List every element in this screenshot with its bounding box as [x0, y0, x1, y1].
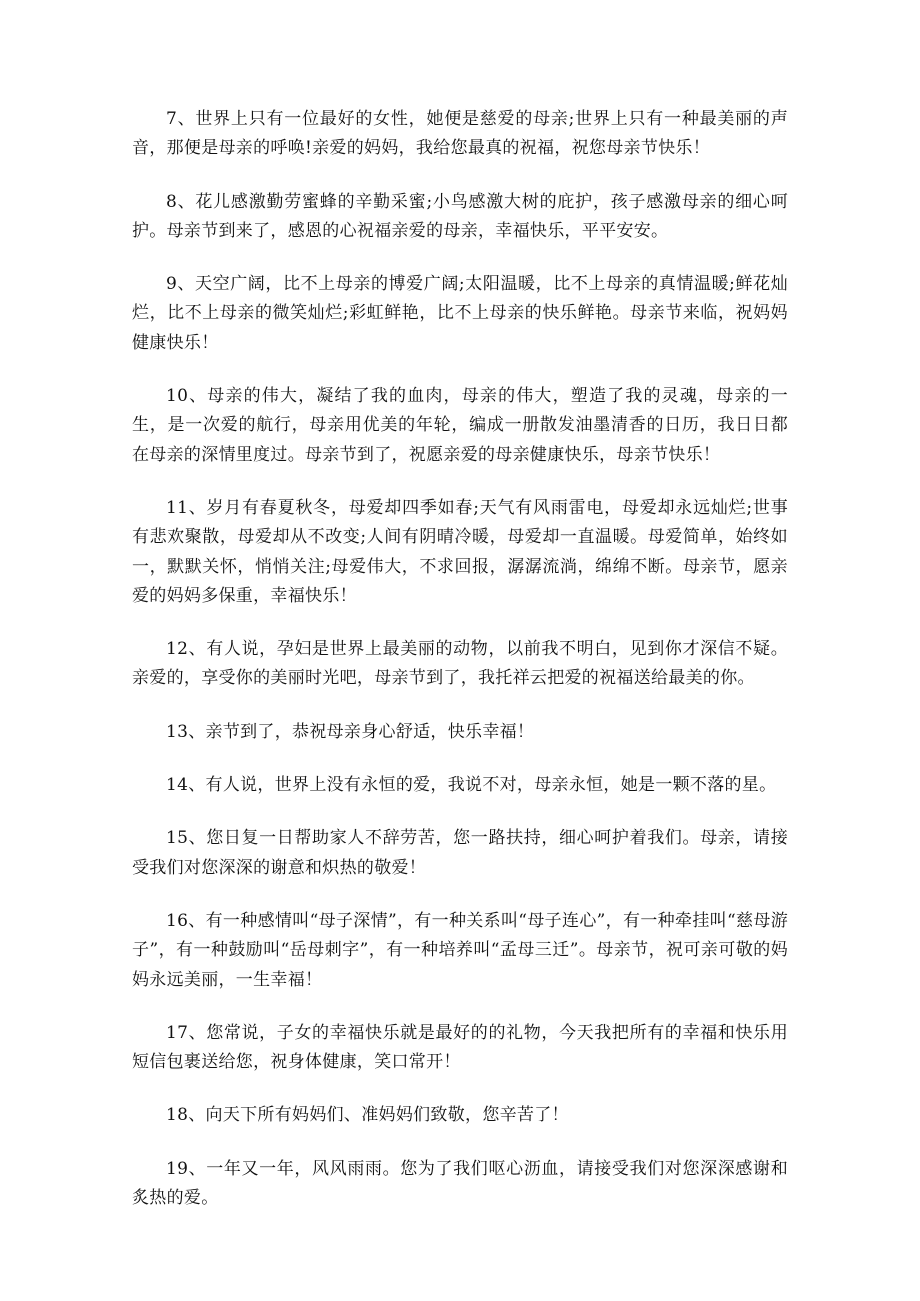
paragraph-16: 16、有一种感情叫“母子深情”，有一种关系叫“母子连心”，有一种牵挂叫“慈母游子”，有一种鼓励叫“岳母刺字”，有一种培养叫“孟母三迁”。母亲节，祝可亲可敬的妈妈永远美丽，一生幸福！	[132, 910, 788, 990]
paragraph-19: 19、一年又一年，风风雨雨。您为了我们呕心沥血，请接受我们对您深深感谢和炙热的爱。	[132, 1158, 788, 1209]
paragraph-7: 7、世界上只有一位最好的女性，她便是慈爱的母亲;世界上只有一种最美丽的声音，那便是母亲的呼唤!亲爱的妈妈，我给您最真的祝福，祝您母亲节快乐！	[132, 109, 788, 159]
paragraph-15: 15、您日复一日帮助家人不辞劳苦，您一路扶持，细心呵护着我们。母亲，请接受我们对您深深的谢意和炽热的敬爱！	[132, 828, 788, 878]
paragraph-10: 10、母亲的伟大，凝结了我的血肉，母亲的伟大，塑造了我的灵魂，母亲的一生，是一次爱的航行，母亲用优美的年轮，编成一册散发油墨清香的日历，我日日都在母亲的深情里度过。母亲节到了，祝愿亲爱的母亲健康快乐，母亲节快乐！	[132, 386, 788, 465]
paragraph-8: 8、花儿感激勤劳蜜蜂的辛勤采蜜;小鸟感激大树的庇护，孩子感激母亲的细心呵护。母亲节到来了，感恩的心祝福亲爱的母亲，幸福快乐，平平安安。	[132, 191, 788, 241]
paragraph-17: 17、您常说，子女的幸福快乐就是最好的的礼物，今天我把所有的幸福和快乐用短信包裹送给您，祝身体健康，笑口常开！	[132, 1022, 788, 1073]
paragraph-11: 11、岁月有春夏秋冬，母爱却四季如春;天气有风雨雷电，母爱却永远灿烂;世事有悲欢聚散，母爱却从不改变;人间有阴晴冷暖，母爱却一直温暖。母爱简单，始终如一，默默关怀，悄悄关注;母爱伟大，不求回报，潺潺流淌，绵绵不断。母亲节，愿亲爱的妈妈多保重，幸福快乐！	[132, 497, 788, 606]
paragraph-14: 14、有人说，世界上没有永恒的爱，我说不对，母亲永恒，她是一颗不落的星。	[166, 775, 777, 796]
paragraph-12: 12、有人说，孕妇是世界上最美丽的动物，以前我不明白，见到你才深信不疑。亲爱的，享受你的美丽时光吧，母亲节到了，我托祥云把爱的祝福送给最美的你。	[132, 639, 788, 689]
paragraph-18: 18、向天下所有妈妈们、准妈妈们致敬，您辛苦了！	[166, 1105, 569, 1126]
paragraph-13: 13、亲节到了，恭祝母亲身心舒适，快乐幸福！	[166, 721, 535, 742]
document-body	[132, 105, 788, 1237]
paragraph-9: 9、天空广阔，比不上母亲的博爱广阔;太阳温暖，比不上母亲的真情温暖;鲜花灿烂，比不上母亲的微笑灿烂;彩虹鲜艳，比不上母亲的快乐鲜艳。母亲节来临，祝妈妈健康快乐！	[132, 274, 788, 353]
